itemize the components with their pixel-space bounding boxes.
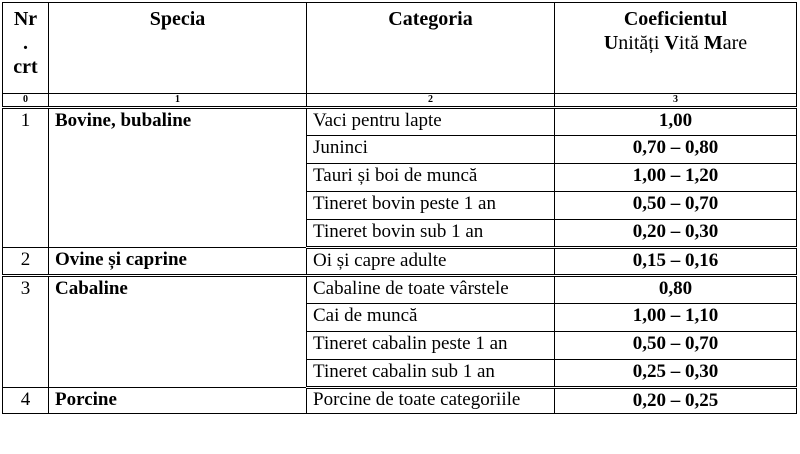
category-name: Tineret cabalin peste 1 an bbox=[307, 332, 555, 360]
row-number: 2 bbox=[3, 248, 49, 276]
coefficient-value: 0,80 bbox=[555, 276, 797, 304]
column-index: 0 bbox=[3, 94, 49, 108]
header-nr-crt: Nr . crt bbox=[3, 3, 49, 94]
category-name: Tineret bovin peste 1 an bbox=[307, 192, 555, 220]
category-name: Vaci pentru lapte bbox=[307, 108, 555, 136]
header-coeficient bbox=[555, 3, 797, 94]
coefficient-value: 0,70 – 0,80 bbox=[555, 136, 797, 164]
column-index-row bbox=[3, 94, 797, 108]
uvm-coefficient-table bbox=[2, 2, 797, 414]
column-index: 3 bbox=[555, 94, 797, 108]
category-name: Tineret cabalin sub 1 an bbox=[307, 360, 555, 388]
category-name: Juninci bbox=[307, 136, 555, 164]
coefficient-value: 0,25 – 0,30 bbox=[555, 360, 797, 388]
column-index: 2 bbox=[307, 94, 555, 108]
table-row bbox=[3, 108, 797, 136]
species-name: Ovine și caprine bbox=[49, 248, 307, 276]
header-categoria: Categoria bbox=[307, 3, 555, 94]
column-index: 1 bbox=[49, 94, 307, 108]
category-name: Cai de muncă bbox=[307, 304, 555, 332]
coefficient-value: 0,20 – 0,25 bbox=[555, 388, 797, 414]
category-name: Oi și capre adulte bbox=[307, 248, 555, 276]
coefficient-value: 1,00 bbox=[555, 108, 797, 136]
table-row bbox=[3, 388, 797, 414]
coefficient-value: 1,00 – 1,20 bbox=[555, 164, 797, 192]
row-number: 3 bbox=[3, 276, 49, 388]
category-name: Cabaline de toate vârstele bbox=[307, 276, 555, 304]
header-specia: Specia bbox=[49, 3, 307, 94]
row-number: 1 bbox=[3, 108, 49, 248]
species-name: Bovine, bubaline bbox=[49, 108, 307, 248]
header-coef-title: Coeficientul bbox=[623, 8, 728, 30]
header-row bbox=[3, 3, 797, 94]
category-name: Porcine de toate categoriile bbox=[307, 388, 555, 414]
category-name: Tineret bovin sub 1 an bbox=[307, 220, 555, 248]
species-name: Porcine bbox=[49, 388, 307, 414]
species-name: Cabaline bbox=[49, 276, 307, 388]
table-row bbox=[3, 276, 797, 304]
category-name: Tauri și boi de muncă bbox=[307, 164, 555, 192]
header-coef-subtitle: Unități Vită Mare bbox=[603, 32, 748, 54]
table-row bbox=[3, 248, 797, 276]
coefficient-value: 1,00 – 1,10 bbox=[555, 304, 797, 332]
coefficient-value: 0,20 – 0,30 bbox=[555, 220, 797, 248]
coefficient-value: 0,50 – 0,70 bbox=[555, 332, 797, 360]
row-number: 4 bbox=[3, 388, 49, 414]
coefficient-value: 0,50 – 0,70 bbox=[555, 192, 797, 220]
coefficient-value: 0,15 – 0,16 bbox=[555, 248, 797, 276]
